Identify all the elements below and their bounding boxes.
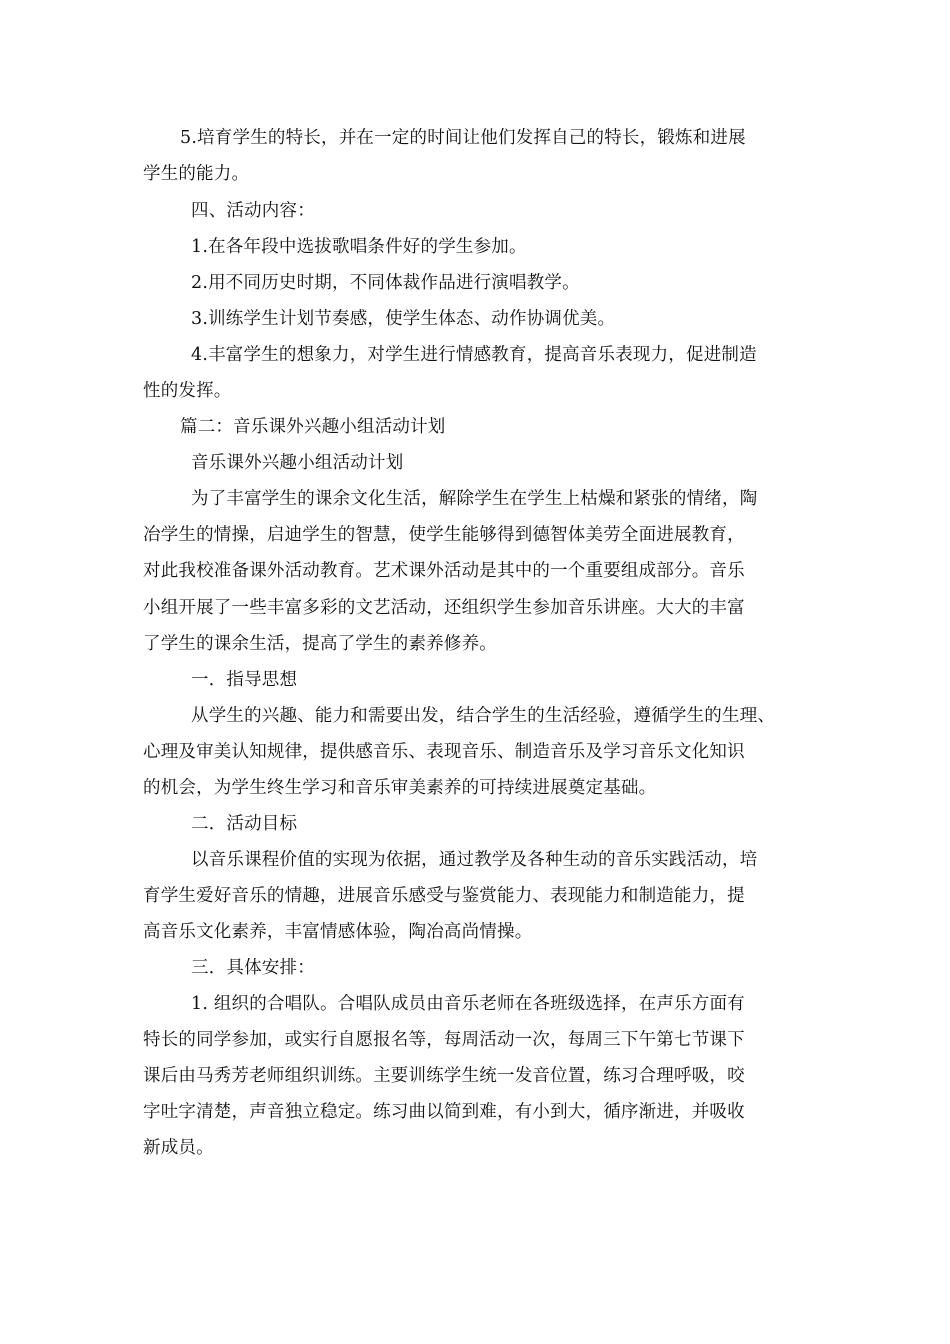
section-heading: 四、活动内容：: [191, 201, 315, 221]
paragraph-line: 从学生的兴趣、能力和需要出发，结合学生的生活经验，遵循学生的生理、: [191, 706, 776, 726]
paragraph-line: 以音乐课程价值的实现为依据，通过教学及各种生动的音乐实践活动，培: [191, 850, 758, 870]
section-heading: 三．具体安排：: [191, 958, 315, 978]
paragraph-line: 特长的同学参加，或实行自愿报名等，每周活动一次，每周三下午第七节课下: [143, 1030, 745, 1050]
paragraph-line: 5.培育学生的特长，并在一定的时间让他们发挥自己的特长，锻炼和进展: [180, 128, 746, 148]
list-item: 4.丰富学生的想象力，对学生进行情感教育，提高音乐表现力，促进制造: [191, 345, 757, 365]
paragraph-line: 性的发挥。: [143, 381, 232, 401]
paragraph-line: 了学生的课余生活，提高了学生的素养修养。: [143, 634, 497, 654]
section-heading: 二．活动目标: [191, 814, 298, 834]
paragraph-line: 学生的能力。: [143, 164, 250, 184]
paragraph-line: 课后由马秀芳老师组织训练。主要训练学生统一发音位置，练习合理呼吸，咬: [143, 1066, 745, 1086]
section-heading: 一．指导思想: [191, 670, 298, 690]
paragraph-line: 育学生爱好音乐的情趣，进展音乐感受与鉴赏能力、表现能力和制造能力，提: [143, 886, 745, 906]
paragraph-line: 的机会，为学生终生学习和音乐审美素养的可持续进展奠定基础。: [143, 778, 657, 798]
paragraph-line: 小组开展了一些丰富多彩的文艺活动，还组织学生参加音乐讲座。大大的丰富: [143, 598, 745, 618]
list-item: 3.训练学生计划节奏感，使学生体态、动作协调优美。: [191, 309, 616, 329]
document-title: 音乐课外兴趣小组活动计划: [191, 453, 404, 473]
list-item: 2.用不同历史时期，不同体裁作品进行演唱教学。: [191, 273, 580, 293]
paragraph-line: 高音乐文化素养，丰富情感体验，陶冶高尚情操。: [143, 922, 533, 942]
paragraph-line: 对此我校准备课外活动教育。艺术课外活动是其中的一个重要组成部分。音乐: [143, 561, 745, 581]
paragraph-line: 新成员。: [143, 1138, 214, 1158]
paragraph-line: 为了丰富学生的课余文化生活，解除学生在学生上枯燥和紧张的情绪，陶: [191, 489, 758, 509]
paragraph-line: 心理及审美认知规律，提供感音乐、表现音乐、制造音乐及学习音乐文化知识: [143, 742, 745, 762]
list-item: 1. 组织的合唱队。合唱队成员由音乐老师在各班级选择，在声乐方面有: [191, 994, 745, 1014]
paragraph-line: 字吐字清楚，声音独立稳定。练习曲以简到难，有小到大，循序渐进，并吸收: [143, 1102, 745, 1122]
list-item: 1.在各年段中选拔歌唱条件好的学生参加。: [191, 237, 527, 257]
paragraph-line: 冶学生的情操，启迪学生的智慧，使学生能够得到德智体美劳全面进展教育，: [143, 525, 745, 545]
chapter-heading: 篇二：音乐课外兴趣小组活动计划: [180, 417, 446, 437]
